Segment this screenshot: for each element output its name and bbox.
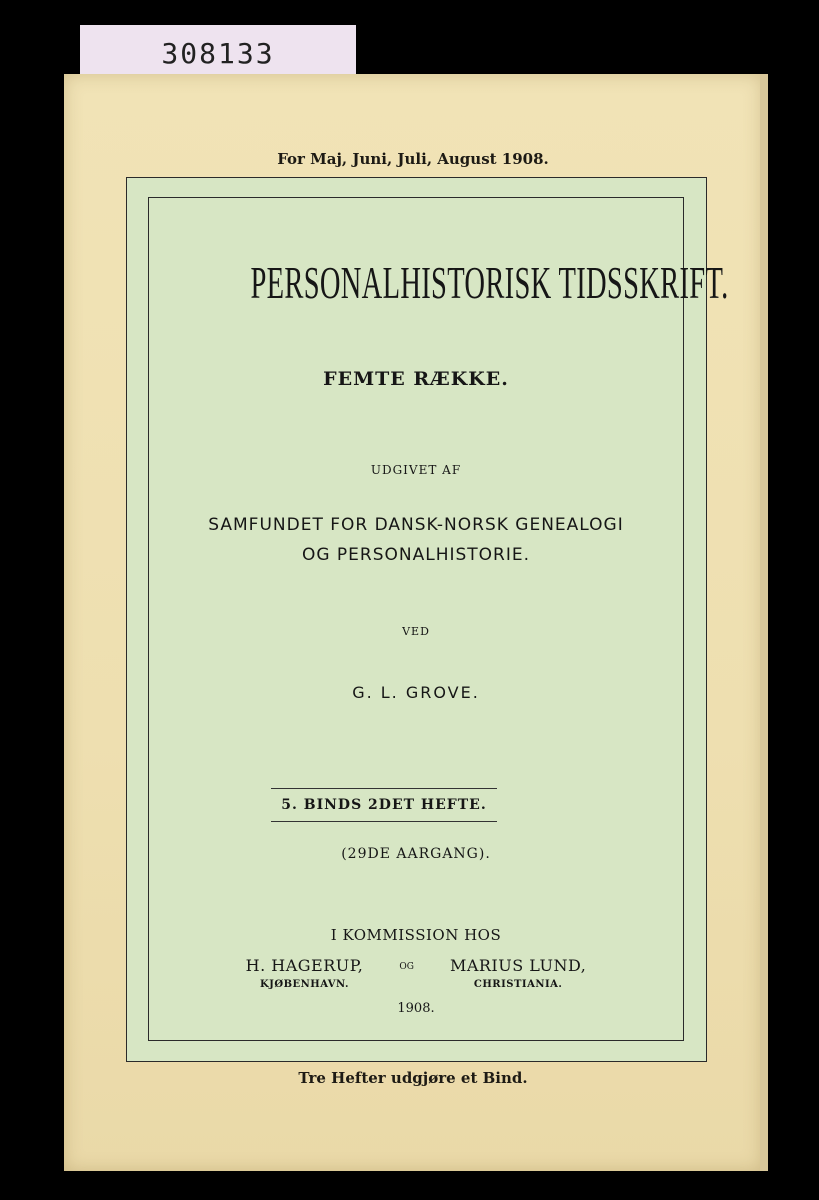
- publication-year: 1908.: [397, 1001, 435, 1016]
- journal-title: PERSONALHISTORISK TIDSSKRIFT.: [250, 257, 729, 308]
- editor-name: G. L. GROVE.: [352, 683, 480, 702]
- volume-label: 5. BINDS 2DET HEFTE.: [271, 788, 497, 822]
- catalog-number-label: 308133: [80, 25, 356, 82]
- series-label: FEMTE RÆKKE.: [323, 368, 509, 390]
- publisher-copenhagen: [246, 956, 364, 990]
- society-name-line1: SAMFUNDET FOR DANSK-NORSK GENEALOGI: [208, 515, 624, 535]
- publisher2-city: CHRISTIANIA.: [473, 979, 563, 990]
- by-label: VED: [402, 625, 430, 638]
- publisher1-city: KJØBENHAVN.: [259, 979, 350, 990]
- society-name-line2: OG PERSONALHISTORIE.: [301, 545, 531, 565]
- year-number: (29DE AARGANG).: [341, 846, 491, 862]
- publishers-row: [149, 956, 683, 990]
- publisher1-name: H. HAGERUP,: [245, 956, 364, 975]
- commission-label: I KOMMISSION HOS: [330, 926, 502, 944]
- cover-inner-frame: [148, 197, 729, 1041]
- book-cover: [64, 74, 762, 1171]
- publisher2-name: MARIUS LUND,: [449, 956, 587, 975]
- publisher-christiania: [450, 956, 586, 990]
- and-label: OG: [399, 962, 414, 972]
- published-by-label: UDGIVET AF: [370, 463, 462, 477]
- page-edge: [760, 74, 768, 1171]
- issue-months: For Maj, Juni, Juli, August 1908.: [277, 150, 549, 168]
- footer-note: Tre Hefter udgjøre et Bind.: [298, 1069, 528, 1087]
